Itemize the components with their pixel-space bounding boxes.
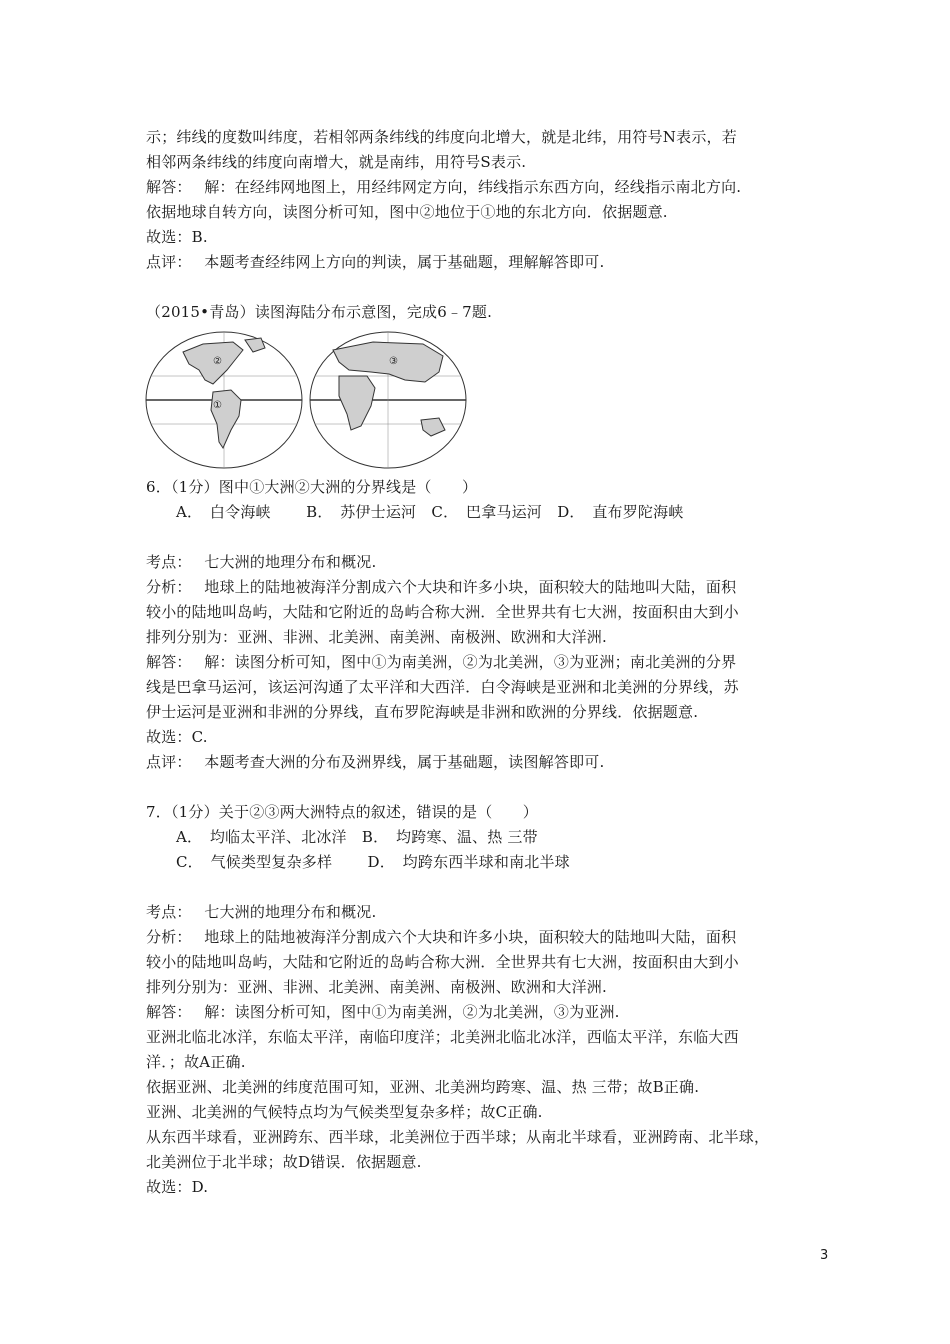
marker-1: ① [213,400,222,411]
page-number: 3 [820,1248,829,1263]
marker-3: ③ [389,356,398,367]
prev-answer-line-2: 相邻两条纬线的纬度向南增大，就是南纬，用符号S表示. [146,153,527,171]
q6-comment: 点评： 本题考查大洲的分布及洲界线，属于基础题，读图解答即可. [146,753,605,771]
q7-answer: 故选：D. [146,1178,209,1196]
eastern-hemisphere [310,332,466,468]
prev-answer-line-1: 示；纬线的度数叫纬度，若相邻两条纬线的纬度向北增大，就是北纬，用符号N表示，若 [146,128,737,146]
q7-fenxi-2: 较小的陆地叫岛屿，大陆和它附近的岛屿合称大洲．全世界共有七大洲，按面积由大到小 [146,953,739,971]
q7-fenxi-3: 排列分别为：亚洲、非洲、北美洲、南美洲、南极洲、欧洲和大洋洲. [146,978,607,996]
prev-answer-line-4: 依据地球自转方向，读图分析可知，图中②地位于①地的东北方向．依据题意. [146,203,668,221]
q6-fenxi-2: 较小的陆地叫岛屿，大陆和它附近的岛屿合称大洲．全世界共有七大洲，按面积由大到小 [146,603,739,621]
q7-jieda-3: 洋．；故A正确. [146,1053,246,1071]
q7-jieda-4: 依据亚洲、北美洲的纬度范围可知，亚洲、北美洲均跨寒、温、热 三带；故B正确. [146,1078,700,1096]
q7-options-row-1: A． 均临太平洋、北冰洋 B． 均跨寒、温、热 三带 [176,828,538,846]
q6-fenxi-3: 排列分别为：亚洲、非洲、北美洲、南美洲、南极洲、欧洲和大洋洲. [146,628,607,646]
q7-options-row-2: C． 气候类型复杂多样 D． 均跨东西半球和南北半球 [176,853,570,871]
q6-kaodian: 考点： 七大洲的地理分布和概况. [146,553,377,571]
q7-kaodian: 考点： 七大洲的地理分布和概况. [146,903,377,921]
q7-jieda-5: 亚洲、北美洲的气候特点均为气候类型复杂多样；故C正确. [146,1103,543,1121]
q6-options: A． 白令海峡 B． 苏伊士运河 C． 巴拿马运河 D． 直布罗陀海峡 [176,503,684,521]
world-map-figure [143,330,468,470]
q6-jieda-3: 伊士运河是亚洲和非洲的分界线，直布罗陀海峡是非洲和欧洲的分界线．依据题意. [146,703,699,721]
prev-answer-choice: 故选：B. [146,228,208,246]
q7-fenxi-1: 分析： 地球上的陆地被海洋分割成六个大块和许多小块，面积较大的陆地叫大陆，面积 [146,928,737,946]
western-hemisphere [146,332,302,468]
q6-jieda-1: 解答： 解：读图分析可知，图中①为南美洲，②为北美洲，③为亚洲；南北美洲的分界 [146,653,737,671]
prev-answer-line-3: 解答： 解：在经纬网地图上，用经纬网定方向，纬线指示东西方向，经线指示南北方向. [146,178,742,196]
q6-stem: 6．（1分）图中①大洲②大洲的分界线是（ ） [146,478,478,496]
q7-stem: 7．（1分）关于②③两大洲特点的叙述，错误的是（ ） [146,803,538,821]
q7-jieda-2: 亚洲北临北冰洋，东临太平洋，南临印度洋；北美洲北临北冰洋，西临太平洋，东临大西 [146,1028,739,1046]
q7-jieda-7: 北美洲位于北半球；故D错误．依据题意. [146,1153,422,1171]
prev-comment: 点评： 本题考查经纬网上方向的判读，属于基础题，理解解答即可. [146,253,605,271]
q7-jieda-6: 从东西半球看，亚洲跨东、西半球，北美洲位于西半球；从南北半球看，亚洲跨南、北半球， [146,1128,770,1146]
q6-fenxi-1: 分析： 地球上的陆地被海洋分割成六个大块和许多小块，面积较大的陆地叫大陆，面积 [146,578,737,596]
section-intro: （2015•青岛）读图海陆分布示意图，完成6﹣7题. [146,303,493,321]
marker-2: ② [213,356,222,367]
q7-jieda-1: 解答： 解：读图分析可知，图中①为南美洲，②为北美洲，③为亚洲. [146,1003,620,1021]
q6-jieda-2: 线是巴拿马运河，该运河沟通了太平洋和大西洋．白令海峡是亚洲和北美洲的分界线，苏 [146,678,739,696]
q6-answer: 故选：C. [146,728,208,746]
